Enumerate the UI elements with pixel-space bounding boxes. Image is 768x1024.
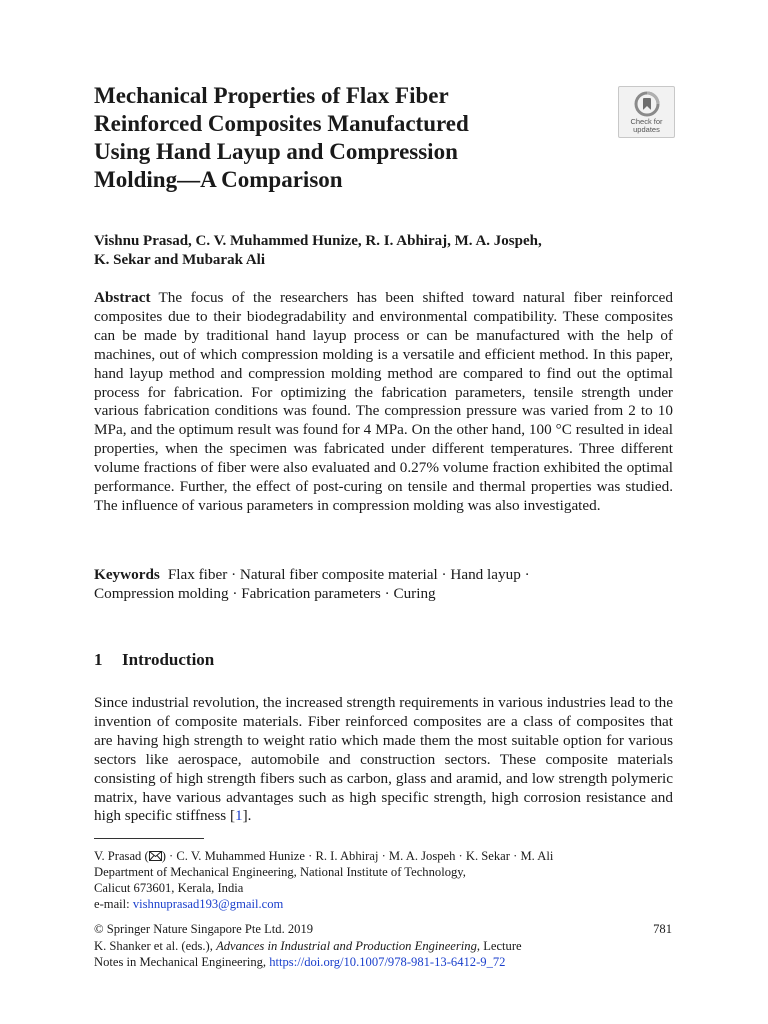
envelope-icon xyxy=(149,851,162,861)
abstract xyxy=(94,289,673,516)
keywords-line: Flax fiber · Natural fiber composite material · Hand layup · xyxy=(167,566,530,583)
check-for-updates-badge[interactable] xyxy=(618,86,675,138)
author-list xyxy=(94,232,674,270)
page-number: 781 xyxy=(653,922,672,936)
author-line: Vishnu Prasad, C. V. Muhammed Hunize, R. I. Abhiraj, M. A. Jospeh, xyxy=(94,233,542,249)
section-number: 1 xyxy=(94,650,103,669)
keywords xyxy=(94,566,673,604)
affiliation-line: Calicut 673601, Kerala, India xyxy=(94,881,244,895)
keywords-label: Keywords xyxy=(94,566,160,583)
email-label: e-mail: xyxy=(94,897,133,911)
affiliation-line: Department of Mechanical Engineering, National Institute of Technology, xyxy=(94,865,466,879)
author-footnote: V. Prasad ( ) · C. V. Muhammed Hunize · R. I. Abhiraj · M. A. Jospeh · K. Sekar · M. Ali Department of Mechanical Engineering, National Institute of Technology, Calicut 673601, Kerala, India e-mail: vishnuprasad193@gmail.com xyxy=(94,848,673,912)
title-line: Reinforced Composites Manufactured xyxy=(94,111,469,136)
footnote-rule xyxy=(94,838,204,839)
book-title: Advances in Industrial and Production Engineering xyxy=(216,938,477,953)
badge-label: Check for updates xyxy=(630,117,663,134)
copyright-line: © Springer Nature Singapore Pte Ltd. 2019 xyxy=(94,922,314,936)
intro-text: Since industrial revolution, the increased strength requirements in various industries lead to the invention of composite materials. Fiber reinforced composites are a class of composites that are having high strength to weight ratio which made them the most suitable option for various sectors like aerospace, automobile and construction sectors. These composite materials consisting of high strength fibers such as carbon, glass and aramid, and low strength polymeric matrix, have various advantages such as high specific strength, high corrosion resistance and high specific stiffness [ xyxy=(94,694,673,825)
keywords-line: Compression molding · Fabrication parameters · Curing xyxy=(94,584,436,602)
intro-paragraph xyxy=(94,694,673,826)
check-updates-icon xyxy=(632,91,662,117)
abstract-text: The focus of the researchers has been shifted toward natural fiber reinforced composites due to their biodegradability and environmental compatibility. These composites can be made by traditional hand layup process or can be manufactured with the help of machines, out of which compression molding is a versatile and efficient method. In this paper, hand layup method and compression molding method are compared to find out the optimal process for fabrication. For optimizing the fabrication parameters, tensile strength under various fabrication conditions was found. The compression pressure was varied from 2 to 10 MPa, and the optimum result was found for 4 MPa. On the other hand, 100 °C resulted in ideal properties, when the specimen was fabricated under different temperatures. Three different volume fractions of fiber were also evaluated and 0.27% volume fraction exhibited the optimal performance. Further, the effect of post-curing on tensile and thermal properties was studied. The influence of various parameters in compression molding was also investigated. xyxy=(94,289,673,514)
title-line: Molding—A Comparison xyxy=(94,167,343,192)
doi-link[interactable]: https://doi.org/10.1007/978-981-13-6412-9_72 xyxy=(269,955,506,969)
section-heading xyxy=(94,649,214,671)
citation-link[interactable]: 1 xyxy=(235,807,243,825)
imprint: © Springer Nature Singapore Pte Ltd. 2019 K. Shanker et al. (eds.), Advances in Industrial and Production Engineering, Lecture Notes in Mechanical Engineering, https://doi.org/10.1007/978-981-13-6412-9_72 xyxy=(94,921,673,971)
abstract-label: Abstract xyxy=(94,289,151,306)
title-line: Using Hand Layup and Compression xyxy=(94,139,458,164)
email-link[interactable]: vishnuprasad193@gmail.com xyxy=(132,897,284,911)
title-line: Mechanical Properties of Flax Fiber xyxy=(94,83,449,108)
paper-title xyxy=(94,82,594,194)
author-line: K. Sekar and Mubarak Ali xyxy=(94,252,266,268)
intro-text-end: ]. xyxy=(242,807,252,825)
section-title: Introduction xyxy=(122,650,215,669)
